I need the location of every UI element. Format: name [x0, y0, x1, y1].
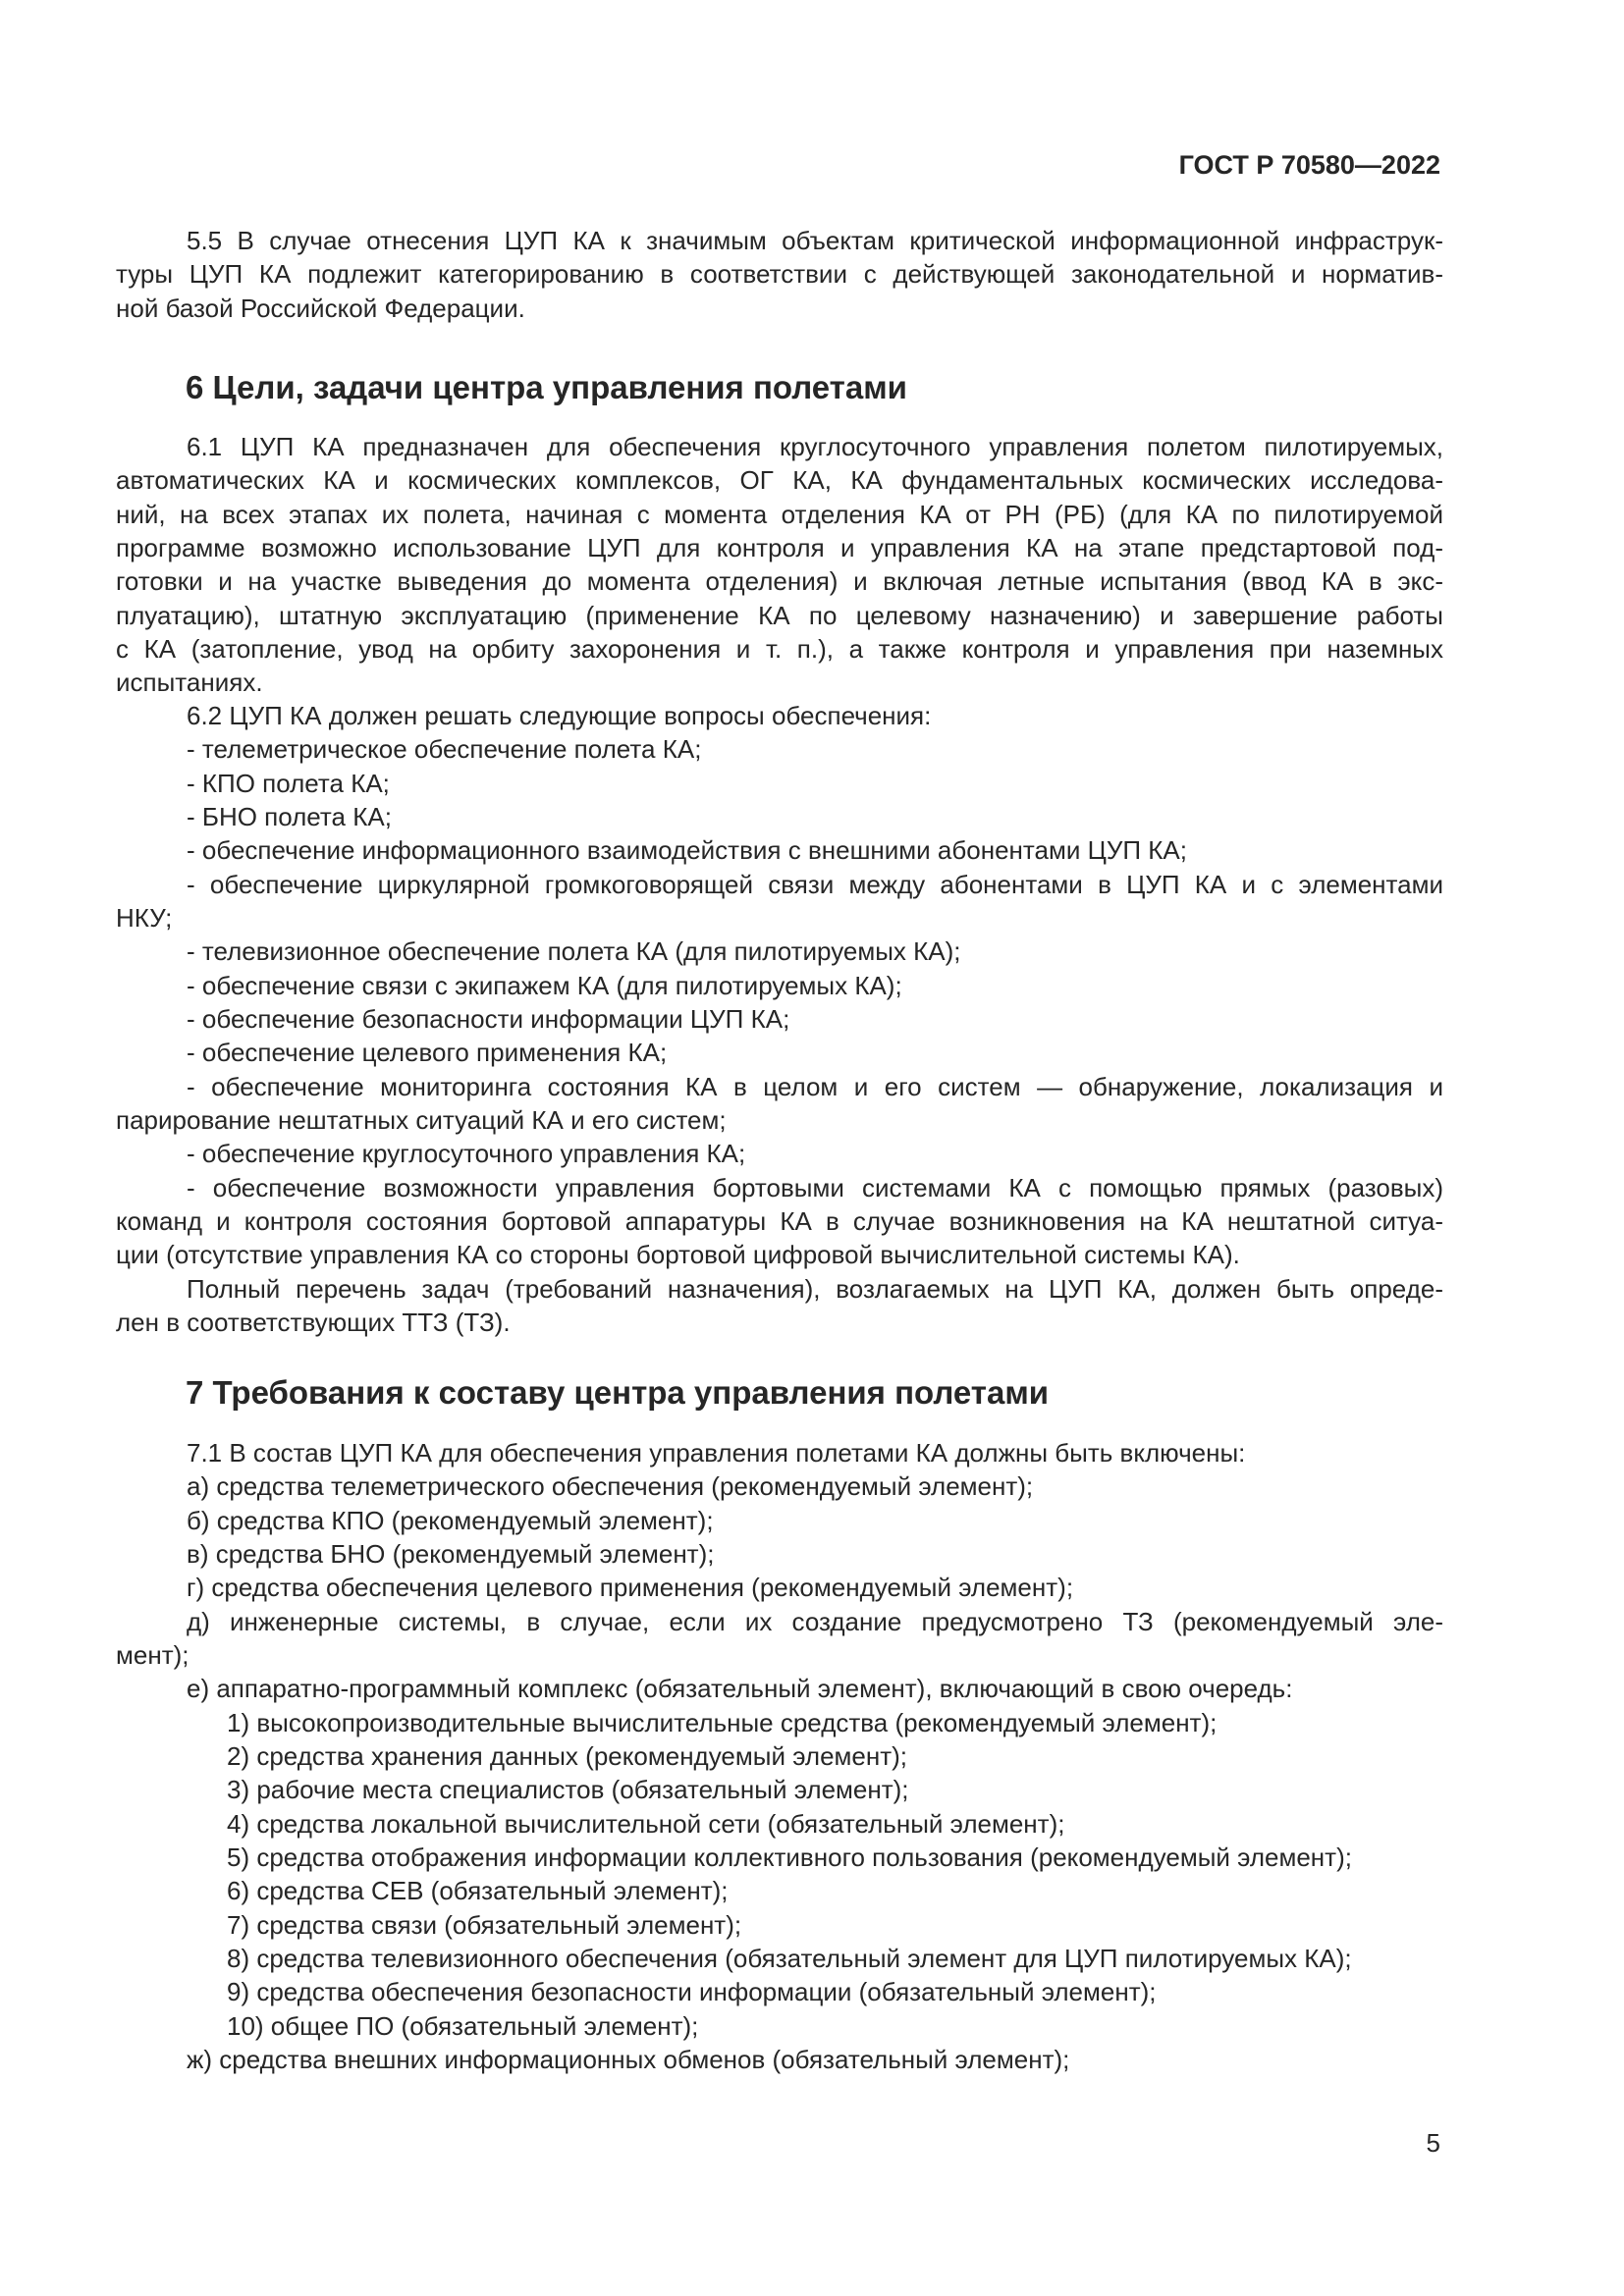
- sublist-item: 10) общее ПО (обязательный элемент);: [227, 2011, 699, 2041]
- list-item: ж) средства внешних информационных обменов (обязательный элемент);: [187, 2045, 1070, 2074]
- list-item: е) аппаратно-программный комплекс (обязательный элемент), включающий в свою очередь:: [187, 1674, 1293, 1703]
- list-item: - обеспечение мониторинга состояния КА в целом и его систем — обнаружение, локализация и: [187, 1072, 1443, 1101]
- paragraph-6-1-line: плуатацию), штатную эксплуатацию (применение КА по целевому назначению) и завершение работы: [116, 601, 1443, 630]
- list-item: - обеспечение круглосуточного управления КА;: [187, 1139, 746, 1168]
- document-header: ГОСТ Р 70580—2022: [1178, 150, 1440, 180]
- list-item: - БНО полета КА;: [187, 802, 392, 831]
- paragraph-6-1-line: с КА (затопление, увод на орбиту захоронения и т. п.), а также контроля и управления при наземных: [116, 634, 1443, 664]
- list-item: - обеспечение целевого применения КА;: [187, 1038, 668, 1067]
- paragraph-6-1-line: испытаниях.: [116, 667, 263, 697]
- sublist-item: 4) средства локальной вычислительной сети (обязательный элемент);: [227, 1809, 1065, 1839]
- paragraph-6-1-line: 6.1 ЦУП КА предназначен для обеспечения круглосуточного управления полетом пилотируемых,: [187, 432, 1443, 461]
- list-item-continuation: мент);: [116, 1640, 189, 1670]
- sublist-item: 1) высокопроизводительные вычислительные средства (рекомендуемый элемент);: [227, 1708, 1218, 1737]
- list-item: - КПО полета КА;: [187, 769, 390, 798]
- paragraph-full-list-line: лен в соответствующих ТТЗ (ТЗ).: [116, 1308, 511, 1337]
- list-item: - телеметрическое обеспечение полета КА;: [187, 734, 702, 764]
- paragraph-5-5-line: 5.5 В случае отнесения ЦУП КА к значимым объектам критической информационной инфраструк-: [187, 226, 1443, 255]
- paragraph-7-1: 7.1 В состав ЦУП КА для обеспечения управления полетами КА должны быть включены:: [187, 1438, 1246, 1468]
- list-item-continuation: команд и контроля состояния бортовой аппаратуры КА в случае возникновения на КА нештатной ситуа-: [116, 1206, 1443, 1236]
- paragraph-6-1-line: автоматических КА и космических комплексов, ОГ КА, КА фундаментальных космических исследова-: [116, 465, 1443, 495]
- list-item: - обеспечение безопасности информации ЦУП КА;: [187, 1004, 790, 1034]
- paragraph-full-list-line: Полный перечень задач (требований назначения), возлагаемых на ЦУП КА, должен быть опреде-: [187, 1274, 1443, 1304]
- list-item: б) средства КПО (рекомендуемый элемент);: [187, 1506, 714, 1535]
- list-item-continuation: НКУ;: [116, 903, 173, 933]
- list-item: г) средства обеспечения целевого применения (рекомендуемый элемент);: [187, 1573, 1074, 1602]
- section-7-heading: 7 Требования к составу центра управления полетами: [186, 1374, 1050, 1411]
- list-item-continuation: парирование нештатных ситуаций КА и его систем;: [116, 1105, 727, 1135]
- paragraph-5-5-line: ной базой Российской Федерации.: [116, 294, 525, 323]
- sublist-item: 7) средства связи (обязательный элемент);: [227, 1910, 742, 1940]
- list-item: - обеспечение связи с экипажем КА (для пилотируемых КА);: [187, 971, 902, 1000]
- paragraph-6-1-line: готовки и на участке выведения до момента отделения) и включая летные испытания (ввод КА в экс-: [116, 566, 1443, 596]
- list-item: - обеспечение информационного взаимодействия с внешними абонентами ЦУП КА;: [187, 835, 1187, 865]
- list-item: в) средства БНО (рекомендуемый элемент);: [187, 1539, 715, 1569]
- sublist-item: 9) средства обеспечения безопасности информации (обязательный элемент);: [227, 1977, 1157, 2006]
- list-item-continuation: ции (отсутствие управления КА со стороны бортовой цифровой вычислительной системы КА).: [116, 1240, 1240, 1269]
- sublist-item: 6) средства СЕВ (обязательный элемент);: [227, 1876, 729, 1905]
- sublist-item: 2) средства хранения данных (рекомендуемый элемент);: [227, 1741, 908, 1771]
- paragraph-6-2: 6.2 ЦУП КА должен решать следующие вопросы обеспечения:: [187, 701, 932, 730]
- list-item: - обеспечение циркулярной громкоговорящей связи между абонентами в ЦУП КА и с элементами: [187, 870, 1443, 899]
- sublist-item: 5) средства отображения информации коллективного пользования (рекомендуемый элемент);: [227, 1842, 1352, 1872]
- section-6-heading: 6 Цели, задачи центра управления полетами: [186, 369, 907, 405]
- list-item: - обеспечение возможности управления бортовыми системами КА с помощью прямых (разовых): [187, 1173, 1443, 1202]
- paragraph-6-1-line: программе возможно использование ЦУП для контроля и управления КА на этапе предстартовой под-: [116, 533, 1443, 562]
- sublist-item: 3) рабочие места специалистов (обязательный элемент);: [227, 1775, 909, 1804]
- paragraph-5-5-line: туры ЦУП КА подлежит категорированию в соответствии с действующей законодательной и норматив-: [116, 259, 1443, 289]
- paragraph-6-1-line: ний, на всех этапах их полета, начиная с момента отделения КА от РН (РБ) (для КА по пилотируемой: [116, 500, 1443, 529]
- list-item: д) инженерные системы, в случае, если их создание предусмотрено ТЗ (рекомендуемый эле-: [187, 1607, 1443, 1636]
- list-item: - телевизионное обеспечение полета КА (для пилотируемых КА);: [187, 936, 961, 966]
- sublist-item: 8) средства телевизионного обеспечения (обязательный элемент для ЦУП пилотируемых КА);: [227, 1944, 1352, 1973]
- page-number: 5: [1426, 2128, 1440, 2158]
- list-item: а) средства телеметрического обеспечения (рекомендуемый элемент);: [187, 1471, 1034, 1501]
